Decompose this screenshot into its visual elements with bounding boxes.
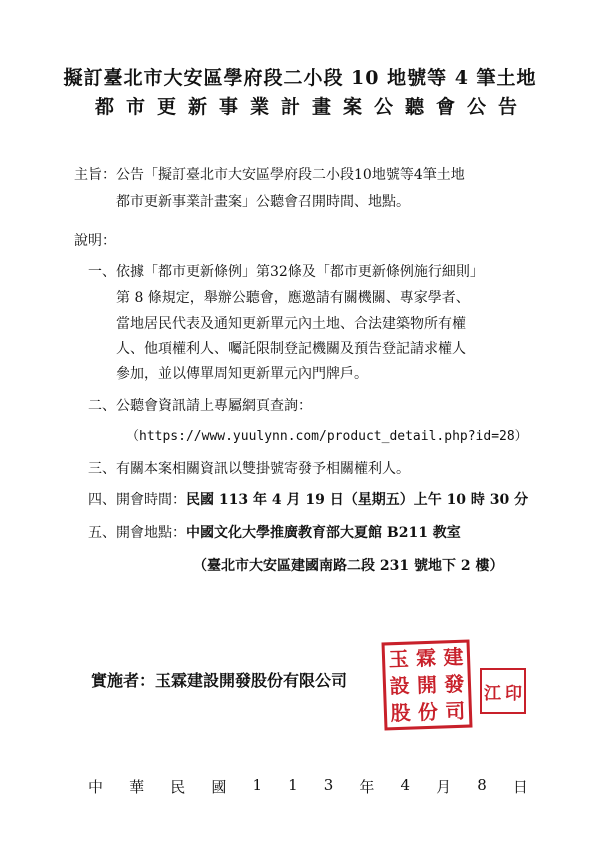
date-char: 1 xyxy=(288,776,298,794)
company-seal-char: 設 xyxy=(389,673,411,699)
meeting-time: 民國 113 年 4 月 19 日（星期五）上午 10 時 30 分 xyxy=(186,492,529,508)
person-seal-char: 江 xyxy=(484,683,501,704)
meeting-address: （臺北市大安區建國南路二段 231 號地下 2 樓） xyxy=(193,558,504,574)
date-char: 年 xyxy=(359,778,375,796)
item-5-line xyxy=(88,524,461,542)
notice-date xyxy=(88,776,528,797)
company-seal-stamp xyxy=(381,639,472,730)
item-3-line-1: 三、有關本案相關資訊以雙掛號寄發予相關權利人。 xyxy=(88,461,410,477)
company-seal-char: 司 xyxy=(444,699,466,724)
date-char: 華 xyxy=(129,778,145,796)
item-2-url-link[interactable]: （https://www.yuulynn.com/product_detail.php?id=28） xyxy=(126,429,528,444)
item-5-prefix: 五、開會地點： xyxy=(88,525,186,541)
date-char: 4 xyxy=(400,776,411,794)
company-seal-char: 股 xyxy=(390,700,412,726)
item-1-line-5: 參加，並以傳單周知更新單元內門牌戶。 xyxy=(116,366,368,382)
purpose-line-1: 主旨：公告「擬訂臺北市大安區學府段二小段10地號等4筆土地 xyxy=(74,167,465,183)
purpose-line-2: 都市更新事業計畫案」公聽會召開時間、地點。 xyxy=(116,194,410,210)
date-char: 國 xyxy=(211,778,227,796)
meeting-place: 中國文化大學推廣教育部大夏館 B211 教室 xyxy=(186,525,461,541)
date-char: 3 xyxy=(323,776,334,794)
item-4-prefix: 四、開會時間： xyxy=(88,492,186,508)
item-1-line-4: 人、他項權利人、囑託限制登記機關及預告登記請求權人 xyxy=(116,341,466,357)
company-seal-char: 霖 xyxy=(415,645,437,671)
date-char: 民 xyxy=(170,778,186,796)
item-4-line xyxy=(88,491,528,509)
person-seal-char: 印 xyxy=(505,683,522,704)
item-1-line-2: 第 8 條規定，舉辦公聽會，應邀請有關機關、專家學者、 xyxy=(116,290,470,306)
date-char: 1 xyxy=(252,776,262,794)
item-1-line-1: 一、依據「都市更新條例」第32條及「都市更新條例施行細則」 xyxy=(88,264,484,280)
company-seal-char: 發 xyxy=(443,671,465,697)
date-char: 月 xyxy=(436,778,452,796)
date-char: 日 xyxy=(512,778,528,796)
company-seal-char: 份 xyxy=(417,699,439,725)
company-seal-char: 建 xyxy=(442,644,464,670)
item-2-line-1: 二、公聽會資訊請上專屬網頁查詢： xyxy=(88,398,312,414)
notice-title-line-1: 擬訂臺北市大安區學府段二小段 10 地號等 4 筆土地 xyxy=(63,67,537,89)
date-char: 中 xyxy=(88,778,104,796)
implementer: 實施者：玉霖建設開發股份有限公司 xyxy=(91,671,348,690)
representative-seal-stamp xyxy=(480,668,526,714)
date-char: 8 xyxy=(477,776,487,794)
notice-title-line-2: 都市更新事業計畫案公聽會公告 xyxy=(94,96,529,118)
explanation-label: 說明： xyxy=(74,233,116,249)
company-seal-char: 玉 xyxy=(388,646,410,671)
company-seal-char: 開 xyxy=(416,672,438,698)
item-1-line-3: 當地居民代表及通知更新單元內土地、合法建築物所有權 xyxy=(116,316,466,332)
